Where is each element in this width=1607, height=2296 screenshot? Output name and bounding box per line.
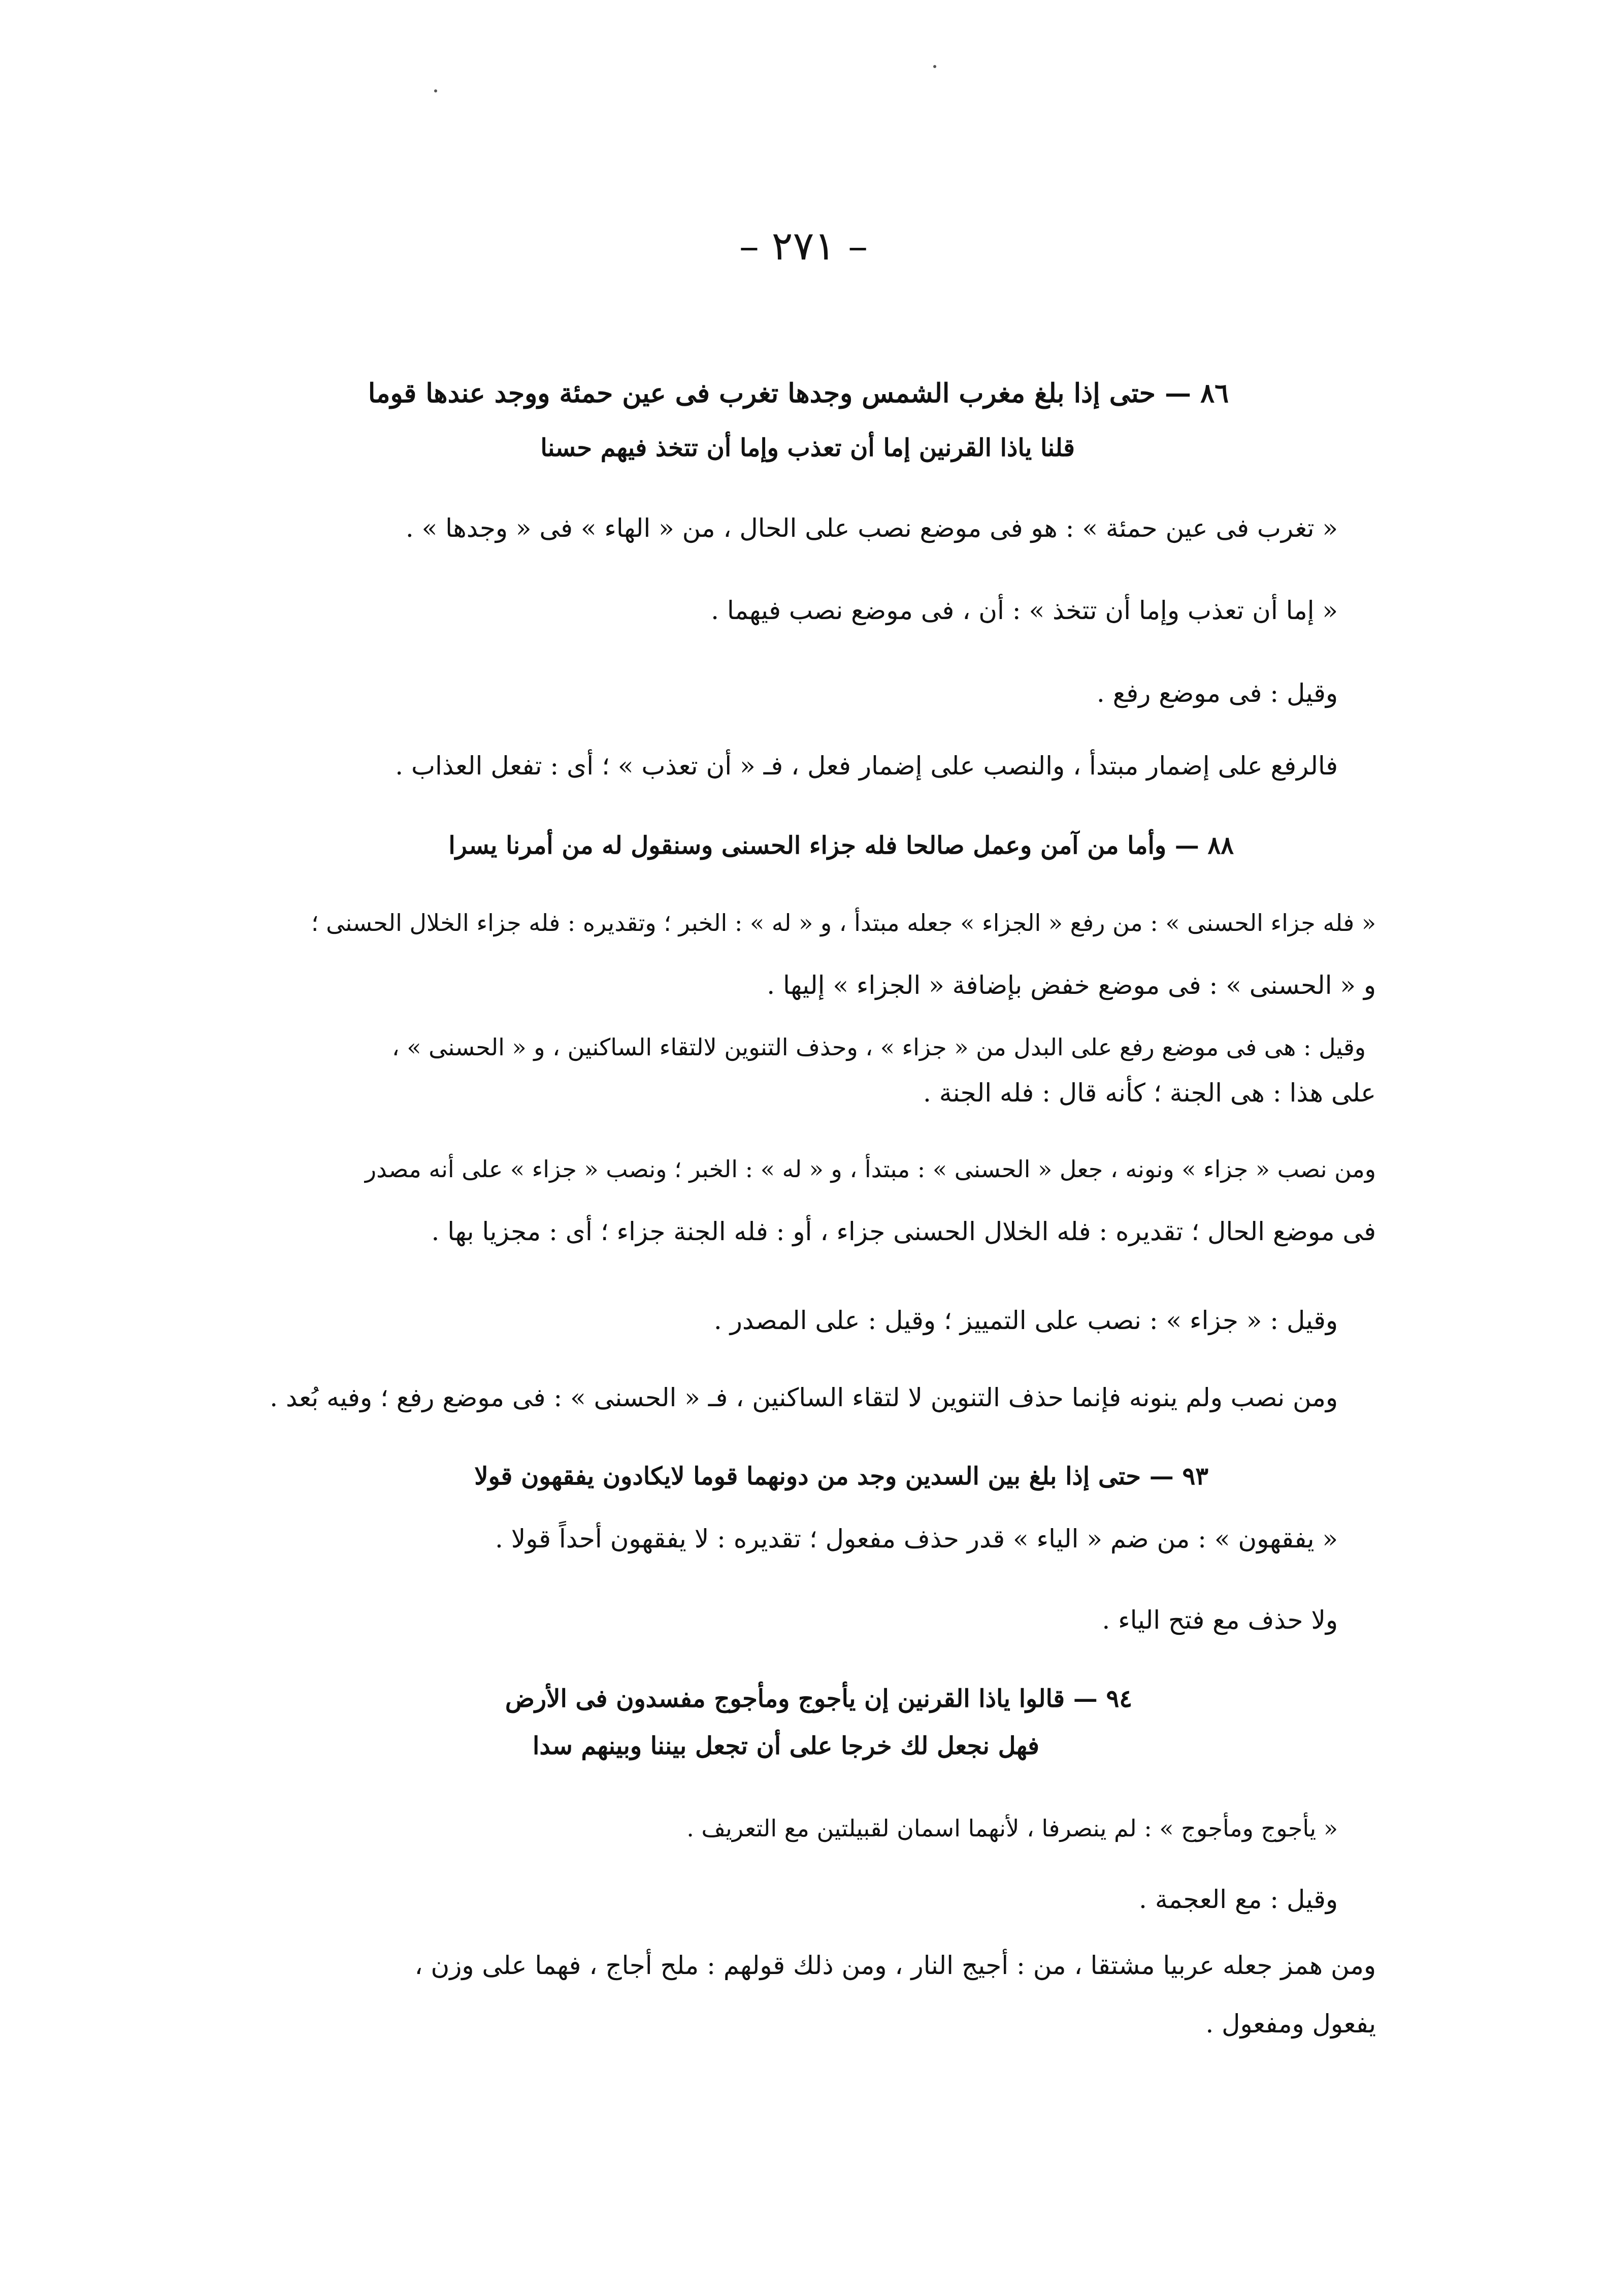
- verse-94-line-2: فهل نجعل لك خرجا على أن تجعل بيننا وبينهم سدا: [533, 1732, 1039, 1760]
- commentary-line: فى موضع الحال ؛ تقديره : فله الخلال الحسنى جزاء ، أو : فله الجنة جزاء ؛ أى : مجزيا بها .: [431, 1217, 1376, 1246]
- commentary-line: وقيل : فى موضع رفع .: [1096, 678, 1338, 708]
- commentary-line: و « الحسنى » : فى موضع خفض بإضافة « الجزاء » إليها .: [767, 971, 1376, 1000]
- commentary-line: وقيل : مع العجمة .: [1139, 1885, 1338, 1914]
- commentary-line: « تغرب فى عين حمئة » : هو فى موضع نصب على الحال ، من « الهاء » فى « وجدها » .: [405, 513, 1338, 543]
- commentary-line: « إما أن تعذب وإما أن تتخذ » : أن ، فى موضع نصب فيهما .: [711, 596, 1338, 625]
- commentary-line: « يأجوج ومأجوج » : لم ينصرفا ، لأنهما اسمان لقبيلتين مع التعريف .: [686, 1815, 1338, 1842]
- scan-speck: [434, 89, 437, 92]
- verse-93: ٩٣ — حتى إذا بلغ بين السدين وجد من دونهما قوما لايكادون يفقهون قولا: [474, 1462, 1208, 1491]
- commentary-line: وقيل : « جزاء » : نصب على التمييز ؛ وقيل : على المصدر .: [713, 1306, 1338, 1335]
- commentary-line: ومن نصب ولم ينونه فإنما حذف التنوين لا لتقاء الساكنين ، فـ « الحسنى » : فى موضع رفع ؛ وفيه بُعد .: [270, 1383, 1338, 1412]
- commentary-line: « يفقهون » : من ضم « الياء » قدر حذف مفعول ؛ تقديره : لا يفقهون أحداً قولا .: [495, 1524, 1338, 1554]
- verse-86-line-2: قلنا ياذا القرنين إما أن تعذب وإما أن تتخذ فيهم حسنا: [540, 434, 1075, 462]
- commentary-line: يفعول ومفعول .: [1205, 2009, 1376, 2039]
- commentary-line: ومن نصب « جزاء » ونونه ، جعل « الحسنى » : مبتدأ ، و « له » : الخبر ؛ ونصب « جزاء » على أنه مصدر: [365, 1155, 1376, 1183]
- commentary-line: « فله جزاء الحسنى » : من رفع « الجزاء » جعله مبتدأ ، و « له » : الخبر ؛ وتقديره : فله جزاء الخلال الحسنى ؛: [311, 909, 1376, 936]
- commentary-line: فالرفع على إضمار مبتدأ ، والنصب على إضمار فعل ، فـ « أن تعذب » ؛ أى : تفعل العذاب .: [395, 751, 1338, 781]
- commentary-line: على هذا : هى الجنة ؛ كأنه قال : فله الجنة .: [923, 1078, 1376, 1108]
- commentary-line: ولا حذف مع فتح الياء .: [1102, 1605, 1338, 1635]
- commentary-line: وقيل : هى فى موضع رفع على البدل من « جزاء » ، وحذف التنوين لالتقاء الساكنين ، و « الحسنى » ،: [391, 1033, 1366, 1061]
- commentary-line: ومن همز جعله عربيا مشتقا ، من : أجيج النار ، ومن ذلك قولهم : ملح أجاج ، فهما على وزن ،: [414, 1951, 1376, 1980]
- scan-speck: [933, 65, 936, 68]
- verse-94-line-1: ٩٤ — قالوا ياذا القرنين إن يأجوج ومأجوج مفسدون فى الأرض: [505, 1685, 1132, 1713]
- verse-86-line-1: ٨٦ — حتى إذا بلغ مغرب الشمس وجدها تغرب فى عين حمئة ووجد عندها قوما: [368, 378, 1229, 409]
- verse-88: ٨٨ — وأما من آمن وعمل صالحا فله جزاء الحسنى وسنقول له من أمرنا يسرا: [448, 831, 1234, 860]
- page-number: – ٢٧١ –: [739, 223, 868, 269]
